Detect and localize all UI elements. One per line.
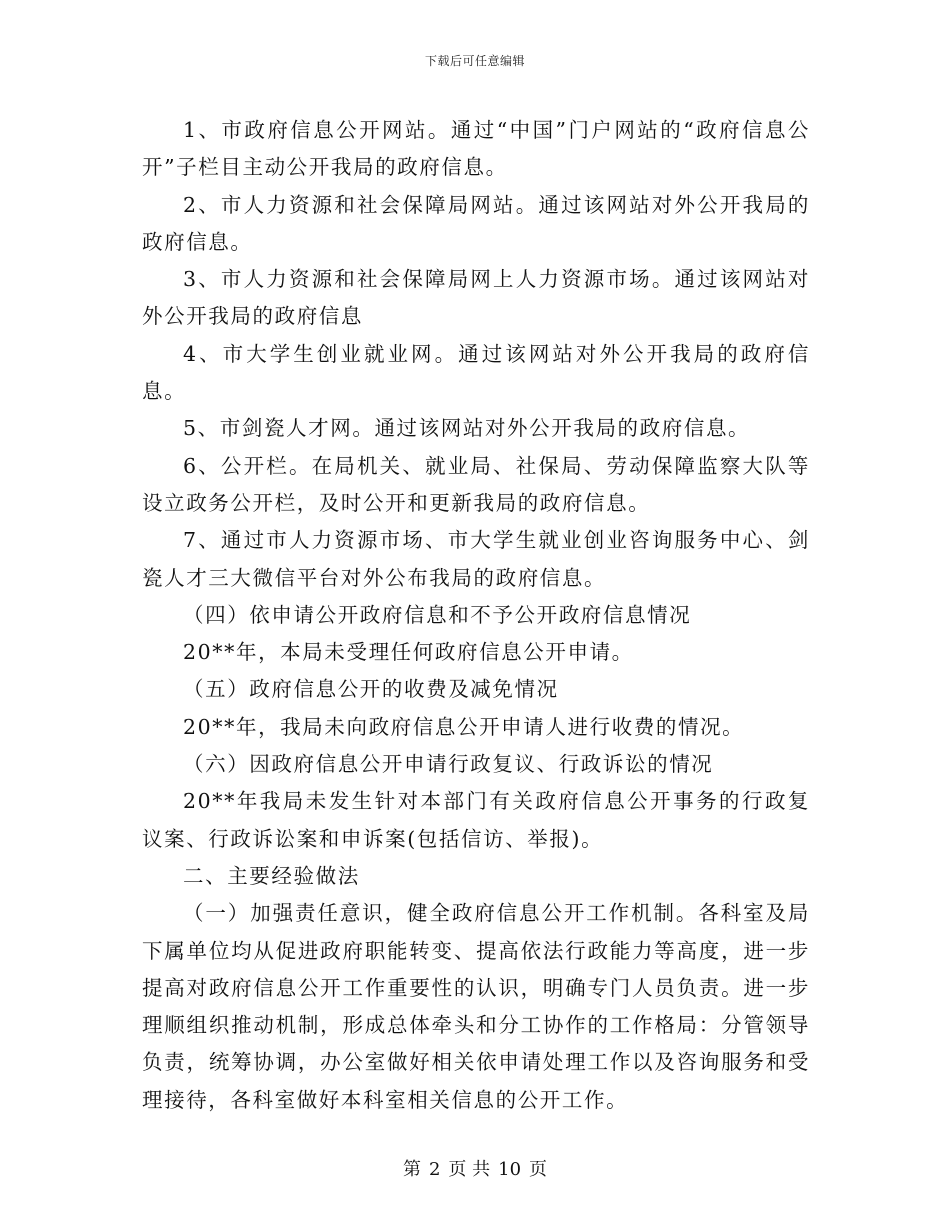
section-heading-6: （六）因政府信息公开申请行政复议、行政诉讼的情况 [183, 752, 714, 777]
document-body [142, 112, 810, 1119]
experience-paragraph-1: （一）加强责任意识，健全政府信息公开工作机制。各科室及局下属单位均从促进政府职能转变、提高依法行政能力等高度，进一步提高对政府信息公开工作重要性的认识，明确专门人员负责。进一步理顺组织推动机制，形成总体牵头和分工协作的工作格局：分管领导负责，统筹协调，办公室做好相关依申请处理工作以及咨询服务和受理接待，各科室做好本科室相关信息的公开工作。 [142, 901, 810, 1112]
section-4-text: 20**年，本局未受理任何政府信息公开申请。 [183, 640, 634, 665]
main-heading-2: 二、主要经验做法 [183, 863, 360, 888]
paragraph-item-4: 4、市大学生创业就业网。通过该网站对外公开我局的政府信息。 [142, 341, 810, 404]
footer-suffix: 页 [529, 1159, 548, 1180]
header-note: 下载后可任意编辑 [424, 54, 525, 68]
section-heading-4: （四）依申请公开政府信息和不予公开政府信息情况 [183, 602, 692, 627]
paragraph-item-1: 1、市政府信息公开网站。通过“中国”门户网站的“政府信息公开”子栏目主动公开我局的政府信息。 [142, 118, 810, 180]
section-heading-5: （五）政府信息公开的收费及减免情况 [183, 677, 559, 702]
page-footer [0, 1155, 950, 1181]
footer-middle: 页 共 [448, 1159, 491, 1180]
footer-prefix: 第 [402, 1159, 421, 1180]
paragraph-item-6: 6、公开栏。在局机关、就业局、社保局、劳动保障监察大队等设立政务公开栏，及时公开和更新我局的政府信息。 [142, 453, 810, 515]
current-page-number: 2 [428, 1159, 441, 1180]
section-5-text: 20**年，我局未向政府信息公开申请人进行收费的情况。 [183, 714, 745, 739]
total-page-number: 10 [498, 1159, 522, 1180]
paragraph-item-3: 3、市人力资源和社会保障局网上人力资源市场。通过该网站对外公开我局的政府信息 [142, 267, 810, 329]
section-6-text: 20**年我局未发生针对本部门有关政府信息公开事务的行政复议案、行政诉讼案和申诉案(包括信访、举报)。 [142, 789, 810, 851]
paragraph-item-7: 7、通过市人力资源市场、市大学生就业创业咨询服务中心、剑瓷人才三大微信平台对外公布我局的政府信息。 [142, 528, 810, 590]
paragraph-item-5: 5、市剑瓷人才网。通过该网站对外公开我局的政府信息。 [183, 416, 751, 441]
paragraph-item-2: 2、市人力资源和社会保障局网站。通过该网站对外公开我局的政府信息。 [142, 192, 810, 254]
